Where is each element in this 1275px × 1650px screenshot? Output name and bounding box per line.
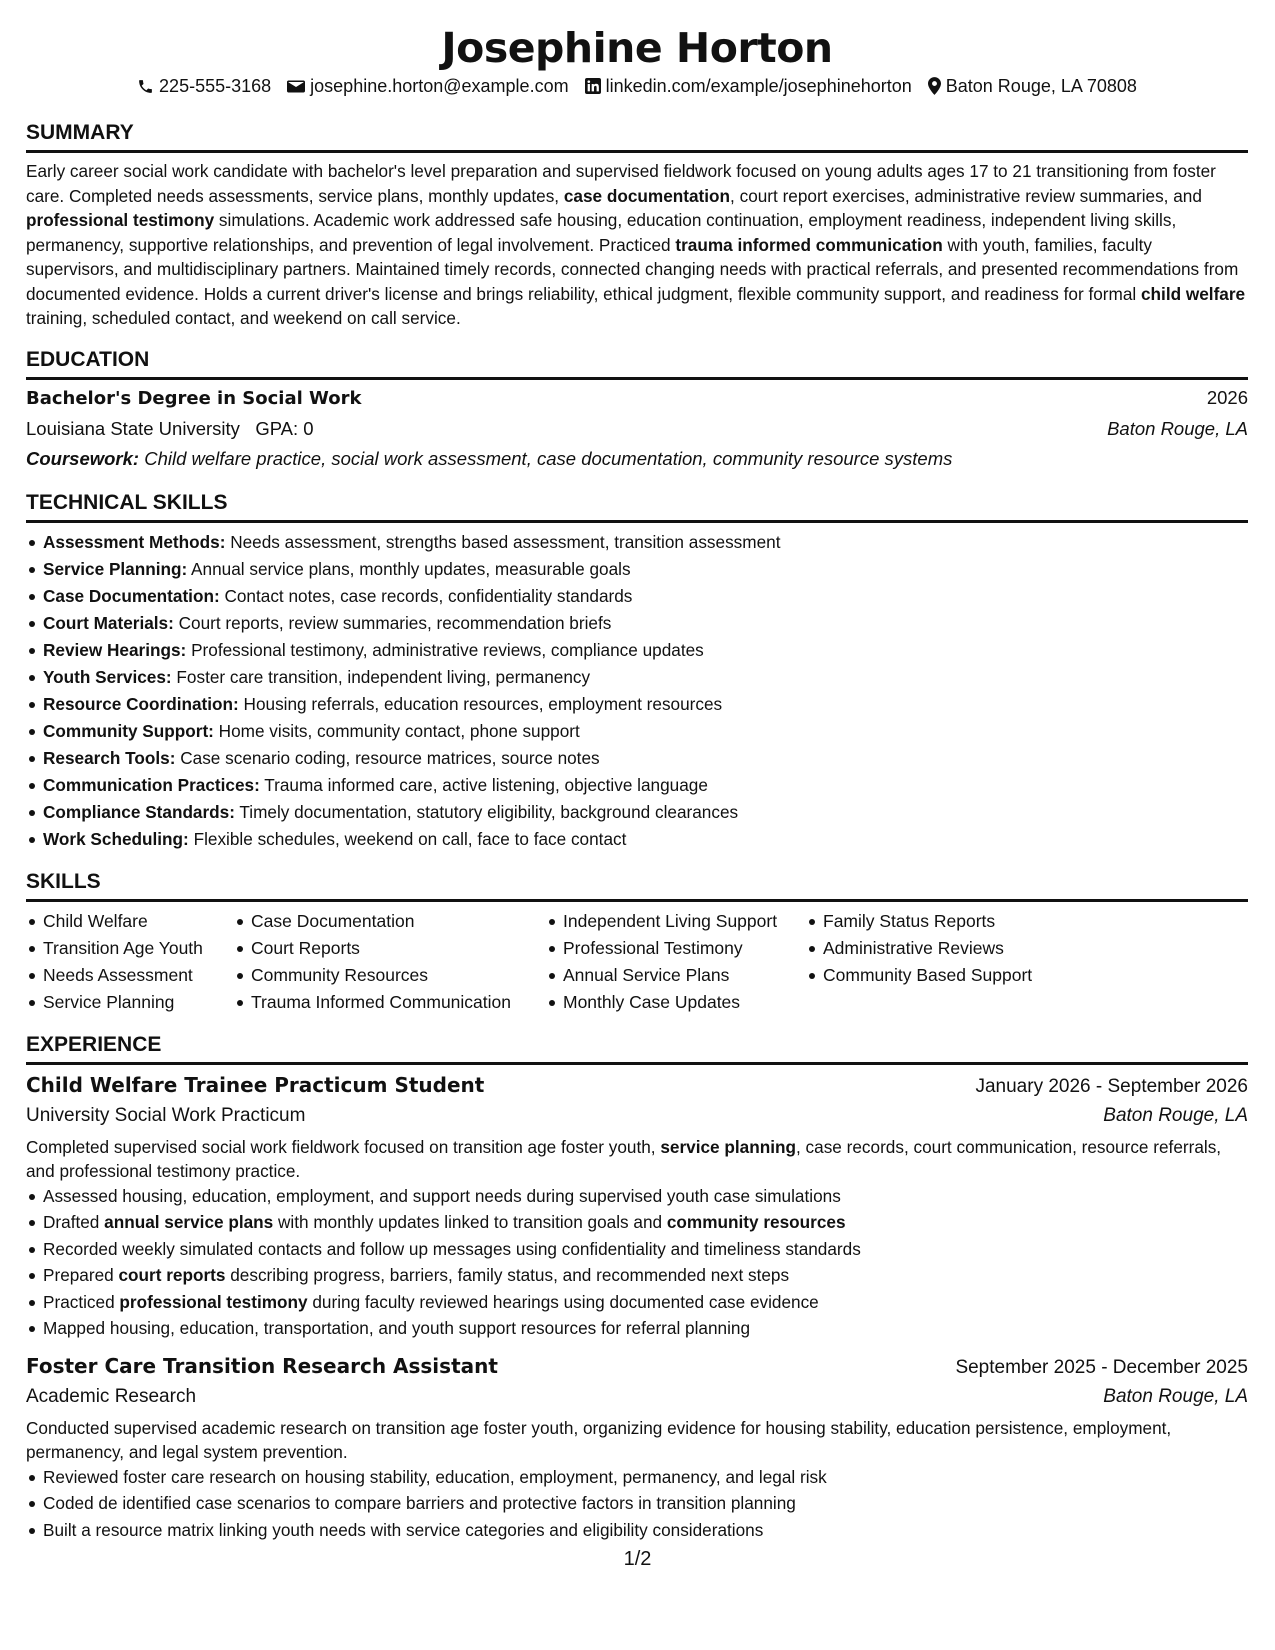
- linkedin-text: linkedin.com/example/josephinehorton: [605, 76, 912, 96]
- technical-skill-value: Housing referrals, education resources, employment resources: [238, 693, 723, 714]
- skill-item: Monthly Case Updates: [546, 989, 806, 1016]
- contact-phone[interactable]: [137, 74, 271, 98]
- resume-page: [26, 22, 1248, 1543]
- job-title: Child Welfare Trainee Practicum Student: [26, 1072, 485, 1097]
- job-bullet-segment: Mapped housing, education, transportation, and youth support resources for referral planning: [43, 1318, 751, 1338]
- technical-skill-label: Case Documentation:: [43, 585, 220, 606]
- job-bullet: [26, 1490, 1248, 1517]
- experience-entry: [26, 1342, 1248, 1544]
- technical-skill-value: Case scenario coding, resource matrices, source notes: [175, 747, 600, 768]
- technical-skill-item: [26, 637, 1248, 664]
- job-org-row: [26, 1382, 1248, 1412]
- technical-skill-item: [26, 664, 1248, 691]
- education-heading: EDUCATION: [26, 347, 1248, 380]
- job-bullet-segment: Recorded weekly simulated contacts and follow up messages using confidentiality and timeliness standards: [43, 1238, 861, 1259]
- skills-heading: SKILLS: [26, 869, 1248, 902]
- job-location: Baton Rouge, LA: [1103, 1104, 1248, 1126]
- job-bullet-segment: Reviewed foster care research on housing stability, education, employment, permanency, and legal risk: [43, 1466, 827, 1487]
- job-dates: September 2025 - December 2025: [955, 1356, 1248, 1378]
- skill-item: Professional Testimony: [546, 935, 806, 962]
- summary-segment: child welfare: [1140, 283, 1246, 304]
- job-bullet: [26, 1289, 1248, 1316]
- skill-item: Trauma Informed Communication: [234, 989, 546, 1016]
- skills-column: [26, 908, 234, 1016]
- technical-skill-label: Compliance Standards:: [43, 801, 235, 822]
- job-bullet: [26, 1464, 1248, 1491]
- email-text: josephine.horton@example.com: [310, 76, 569, 96]
- skill-item: Case Documentation: [234, 908, 546, 935]
- school-name: Louisiana State University: [26, 417, 240, 439]
- coursework-label: Coursework:: [26, 447, 140, 469]
- job-description-segment: Conducted supervised academic research on transition age foster youth, organizing evidence for housing stability, education persistence, employment, permanency, and legal system prevention.: [26, 1417, 1172, 1462]
- summary-segment: Early career social work candidate with bachelor's level preparation and supervised fieldwork focused on young adults ages 17 to 21 transitioning from foster care. Completed needs assessments, service plans, monthly updates,: [26, 161, 1216, 206]
- contact-location: [928, 74, 1137, 98]
- job-bullet-segment: Built a resource matrix linking youth needs with service categories and eligibility considerations: [43, 1519, 764, 1540]
- skill-item: Court Reports: [234, 935, 546, 962]
- gpa: GPA: 0: [255, 417, 314, 439]
- technical-skill-label: Court Materials:: [43, 612, 174, 633]
- experience-heading: EXPERIENCE: [26, 1032, 1248, 1065]
- technical-skill-label: Service Planning:: [43, 558, 188, 579]
- job-description-segment: service planning: [660, 1136, 796, 1157]
- job-bullet: [26, 1517, 1248, 1544]
- coursework-text: Child welfare practice, social work assessment, case documentation, community resource systems: [139, 447, 953, 469]
- job-bullet: [26, 1236, 1248, 1263]
- summary-segment: training, scheduled contact, and weekend on call service.: [26, 308, 461, 328]
- technical-skill-item: [26, 691, 1248, 718]
- experience-list: [26, 1065, 1248, 1544]
- technical-skills-list: [26, 529, 1248, 853]
- education-degree-row: [26, 380, 1248, 414]
- contact-bar: [26, 74, 1248, 98]
- summary-heading: SUMMARY: [26, 120, 1248, 153]
- technical-skill-value: Annual service plans, monthly updates, measurable goals: [187, 558, 631, 579]
- skills-column: [234, 908, 546, 1016]
- summary-segment: simulations. Academic work addressed safe housing, education continuation, employment readiness, independent living skills, permanency, supportive relationships, and prevention of legal involvement. Practiced: [26, 210, 1177, 255]
- school-info: [26, 414, 314, 444]
- coursework-line: [26, 444, 1248, 474]
- job-description-segment: , case records, court communication, resource referrals, and professional testimony practice.: [26, 1136, 1222, 1181]
- technical-skill-value: Timely documentation, statutory eligibility, background clearances: [234, 801, 739, 822]
- job-organization: University Social Work Practicum: [26, 1104, 306, 1126]
- job-bullet-segment: Drafted: [43, 1212, 105, 1232]
- phone-icon: [137, 78, 154, 95]
- skill-item: Administrative Reviews: [806, 935, 1106, 962]
- job-location: Baton Rouge, LA: [1103, 1385, 1248, 1407]
- school-location: Baton Rouge, LA: [1107, 417, 1248, 439]
- job-bullet-segment: court reports: [118, 1265, 226, 1285]
- technical-skill-item: [26, 799, 1248, 826]
- job-organization: Academic Research: [26, 1385, 197, 1407]
- technical-skill-item: [26, 556, 1248, 583]
- technical-skill-value: Trauma informed care, active listening, objective language: [259, 774, 708, 795]
- technical-skill-value: Contact notes, case records, confidentiality standards: [219, 585, 633, 606]
- skill-item: Transition Age Youth: [26, 935, 234, 962]
- technical-skill-value: Needs assessment, strengths based assessment, transition assessment: [225, 531, 781, 552]
- technical-skill-item: [26, 583, 1248, 610]
- job-org-row: [26, 1101, 1248, 1131]
- skill-item: Needs Assessment: [26, 962, 234, 989]
- job-bullet: [26, 1315, 1248, 1342]
- technical-skill-label: Youth Services:: [43, 666, 172, 687]
- summary-segment: professional testimony: [26, 210, 215, 230]
- skill-item: Community Based Support: [806, 962, 1106, 989]
- job-title-row: [26, 1342, 1248, 1382]
- graduation-year: 2026: [1206, 386, 1248, 408]
- technical-skill-value: Court reports, review summaries, recommendation briefs: [173, 612, 612, 633]
- page-number: 1/2: [623, 1548, 652, 1570]
- skills-grid: [26, 908, 1248, 1016]
- technical-skill-item: [26, 772, 1248, 799]
- phone-text: 225-555-3168: [159, 76, 272, 96]
- summary-text: [26, 159, 1248, 331]
- skill-item: Independent Living Support: [546, 908, 806, 935]
- technical-skill-label: Review Hearings:: [43, 639, 187, 660]
- technical-skill-value: Foster care transition, independent living, permanency: [171, 666, 591, 687]
- job-description-segment: Completed supervised social work fieldwork focused on transition age foster youth,: [26, 1136, 661, 1157]
- skill-item: Community Resources: [234, 962, 546, 989]
- technical-skill-label: Assessment Methods:: [43, 531, 226, 552]
- job-bullet-segment: during faculty reviewed hearings using documented case evidence: [307, 1291, 819, 1312]
- summary-segment: case documentation: [563, 185, 731, 206]
- experience-entry: [26, 1065, 1248, 1342]
- candidate-name: Josephine Horton: [441, 24, 833, 72]
- job-bullet-segment: annual service plans: [104, 1212, 274, 1232]
- technical-skill-item: [26, 610, 1248, 637]
- technical-skill-label: Research Tools:: [43, 747, 176, 768]
- technical-skill-label: Resource Coordination:: [43, 693, 239, 714]
- technical-skill-item: [26, 745, 1248, 772]
- contact-linkedin[interactable]: [585, 74, 912, 98]
- technical-skills-heading: TECHNICAL SKILLS: [26, 490, 1248, 523]
- job-bullet: [26, 1262, 1248, 1289]
- job-bullet-list: [26, 1183, 1248, 1342]
- job-bullet-segment: Coded de identified case scenarios to compare barriers and protective factors in transition planning: [43, 1493, 796, 1513]
- skills-column: [806, 908, 1106, 1016]
- envelope-icon: [287, 79, 305, 94]
- job-bullet-segment: Practiced: [43, 1291, 120, 1312]
- job-bullet: [26, 1209, 1248, 1236]
- job-dates: January 2026 - September 2026: [975, 1075, 1248, 1097]
- technical-skill-value: Home visits, community contact, phone support: [213, 720, 580, 741]
- job-title: Foster Care Transition Research Assistant: [26, 1353, 498, 1378]
- job-bullet-list: [26, 1464, 1248, 1544]
- job-bullet-segment: community resources: [666, 1212, 846, 1232]
- summary-segment: trauma informed communication: [675, 234, 943, 255]
- location-text: Baton Rouge, LA 70808: [945, 76, 1137, 96]
- job-bullet-segment: Assessed housing, education, employment, and support needs during supervised youth case simulations: [43, 1185, 841, 1206]
- technical-skill-label: Community Support:: [43, 720, 214, 741]
- technical-skill-value: Flexible schedules, weekend on call, face to face contact: [188, 828, 627, 849]
- technical-skill-item: [26, 826, 1248, 853]
- linkedin-icon: [585, 78, 601, 94]
- skill-item: Service Planning: [26, 989, 234, 1016]
- skill-item: Child Welfare: [26, 908, 234, 935]
- technical-skill-value: Professional testimony, administrative reviews, compliance updates: [186, 639, 704, 660]
- map-marker-icon: [928, 77, 941, 95]
- technical-skill-item: [26, 718, 1248, 745]
- technical-skill-label: Work Scheduling:: [43, 828, 189, 849]
- job-title-row: [26, 1065, 1248, 1101]
- job-description: [26, 1416, 1248, 1464]
- skill-item: Family Status Reports: [806, 908, 1106, 935]
- technical-skill-item: [26, 529, 1248, 556]
- summary-segment: , court report exercises, administrative review summaries, and: [730, 185, 1202, 206]
- job-description: [26, 1135, 1248, 1183]
- skill-item: Annual Service Plans: [546, 962, 806, 989]
- education-school-row: [26, 414, 1248, 444]
- degree-title: Bachelor's Degree in Social Work: [26, 387, 362, 409]
- job-bullet-segment: Prepared: [43, 1265, 119, 1285]
- job-bullet-segment: professional testimony: [119, 1291, 308, 1312]
- technical-skill-label: Communication Practices:: [43, 774, 260, 795]
- job-bullet-segment: with monthly updates linked to transition goals and: [273, 1212, 667, 1232]
- skills-column: [546, 908, 806, 1016]
- job-bullet-segment: describing progress, barriers, family status, and recommended next steps: [225, 1265, 790, 1285]
- summary-segment: with youth, families, faculty supervisors, and multidisciplinary partners. Maintained timely records, connected changing needs with practical referrals, and presented recommendations from documented evidence. Holds a current driver's license and brings reliability, ethical judgment, flexible community support, and readiness for formal: [26, 234, 1239, 304]
- job-bullet: [26, 1183, 1248, 1210]
- contact-email[interactable]: [287, 74, 568, 98]
